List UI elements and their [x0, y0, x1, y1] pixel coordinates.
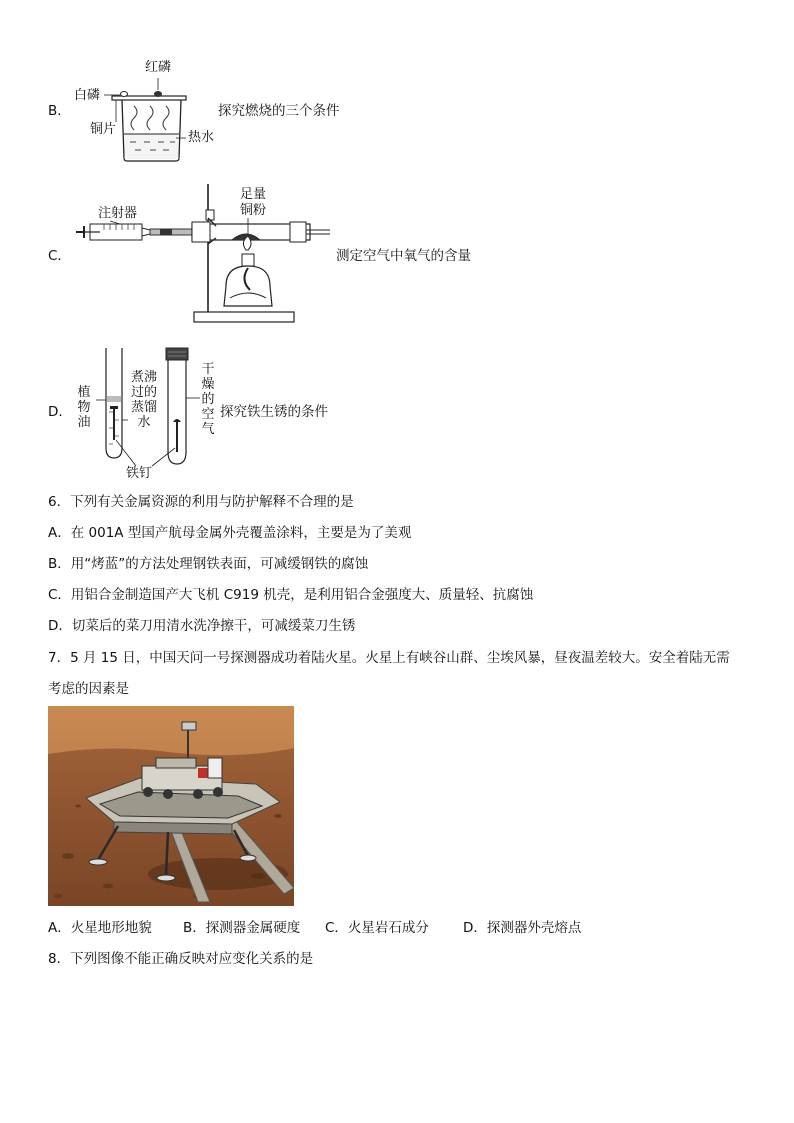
label-boiled-distilled-water: 煮沸 过的 蒸馏 水 [130, 370, 157, 430]
label-copper-powder: 铜粉 [240, 203, 267, 218]
label-sufficient: 足量 [240, 187, 267, 202]
q7-option-d: D．探测器外壳熔点 [463, 920, 582, 936]
q6-option-b: B．用“烤蓝”的方法处理钢铁表面，可减缓钢铁的腐蚀 [48, 556, 369, 572]
iron-rusting-apparatus-diagram [0, 0, 230, 490]
q7-option-b: B．探测器金属硬度 [183, 920, 301, 936]
label-dry-air: 干 燥 的 空 气 [201, 362, 215, 437]
q8-stem: 8．下列图像不能正确反映对应变化关系的是 [48, 951, 314, 967]
label-red-phosphorus: 红磷 [145, 60, 172, 75]
mars-lander-photo [48, 706, 294, 906]
option-c-caption: 测定空气中氧气的含量 [336, 248, 471, 264]
option-d-caption: 探究铁生锈的条件 [220, 404, 328, 420]
q6-option-d: D．切菜后的菜刀用清水洗净擦干，可减缓菜刀生锈 [48, 618, 356, 634]
q7-stem-line1: 7．5 月 15 日，中国天问一号探测器成功着陆火星。火星上有峡谷山群、尘埃风暴，昼夜温差较大。安全着陆无需 [48, 650, 730, 666]
q7-option-c: C．火星岩石成分 [325, 920, 429, 936]
option-b-caption: 探究燃烧的三个条件 [218, 103, 340, 119]
label-iron-nail: 铁钉 [126, 466, 153, 481]
label-syringe: 注射器 [98, 206, 138, 221]
q7-stem-line2: 考虑的因素是 [48, 681, 129, 697]
q6-option-a: A．在 001A 型国产航母金属外壳覆盖涂料，主要是为了美观 [48, 525, 412, 541]
label-vegetable-oil: 植 物 油 [77, 385, 91, 430]
label-copper-sheet: 铜片 [90, 122, 117, 137]
option-d-letter: D． [48, 404, 72, 420]
q6-option-c: C．用铝合金制造国产大飞机 C919 机壳，是利用铝合金强度大、质量轻、抗腐蚀 [48, 587, 534, 603]
q6-stem: 6．下列有关金属资源的利用与防护解释不合理的是 [48, 494, 354, 510]
label-white-phosphorus: 白磷 [74, 88, 101, 103]
label-hot-water: 热水 [188, 130, 215, 145]
option-c-letter: C． [48, 248, 71, 264]
option-b-letter: B． [48, 103, 71, 119]
q7-option-a: A．火星地形地貌 [48, 920, 152, 936]
